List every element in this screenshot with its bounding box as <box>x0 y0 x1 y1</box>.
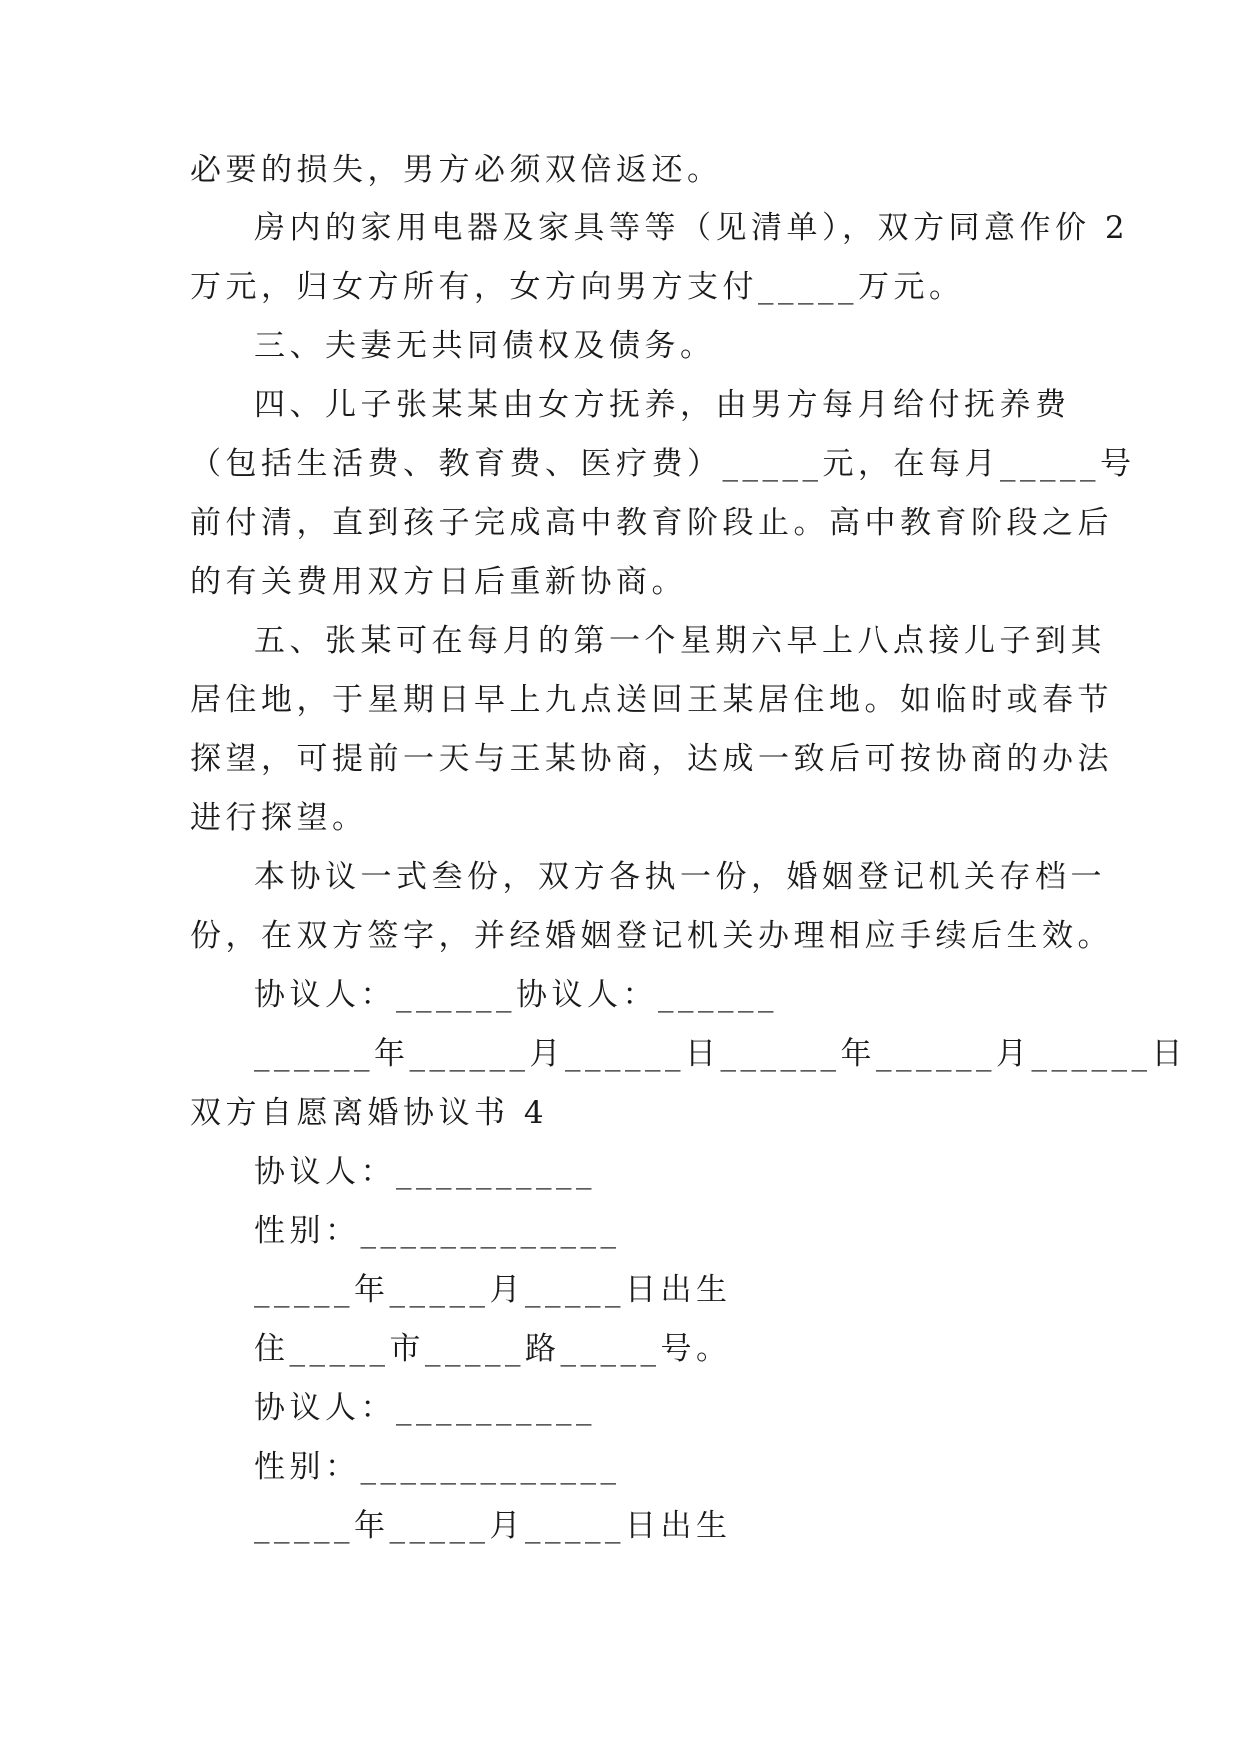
date-line: ______年______月______日______年______月______日 <box>254 1036 1187 1072</box>
signature-line: 协议人：______协议人：______ <box>254 977 778 1013</box>
text-line: 必要的损失，男方必须双倍返还。 <box>190 152 723 188</box>
birth-date-line: _____年_____月_____日出生 <box>254 1272 732 1308</box>
text-line: 四、儿子张某某由女方抚养，由男方每月给付抚养费 <box>254 387 1071 423</box>
text-line: 居住地，于星期日早上九点送回王某居住地。如临时或春节 <box>190 682 1113 718</box>
address-line: 住_____市_____路_____号。 <box>254 1331 732 1367</box>
section-title: 双方自愿离婚协议书 4 <box>190 1095 549 1131</box>
text-line: 份，在双方签字，并经婚姻登记机关办理相应手续后生效。 <box>190 918 1113 954</box>
text-line: 本协议一式叁份，双方各执一份，婚姻登记机关存档一 <box>254 859 1106 895</box>
text-line: 的有关费用双方日后重新协商。 <box>190 564 687 600</box>
text-line: 探望，可提前一天与王某协商，达成一致后可按协商的办法 <box>190 741 1113 777</box>
party-line: 协议人：__________ <box>254 1154 596 1190</box>
text-line: 五、张某可在每月的第一个星期六早上八点接儿子到其 <box>254 623 1106 659</box>
text-line: 万元，归女方所有，女方向男方支付_____万元。 <box>190 269 965 305</box>
text-line: 房内的家用电器及家具等等（见清单），双方同意作价 2 <box>254 210 1130 246</box>
gender-line: 性别：_____________ <box>254 1449 621 1485</box>
text-line: 三、夫妻无共同债权及债务。 <box>254 328 716 364</box>
birth-date-line: _____年_____月_____日出生 <box>254 1508 732 1544</box>
text-line: 前付清，直到孩子完成高中教育阶段止。高中教育阶段之后 <box>190 505 1113 541</box>
party-line: 协议人：__________ <box>254 1390 596 1426</box>
text-line: 进行探望。 <box>190 800 368 836</box>
gender-line: 性别：_____________ <box>254 1213 621 1249</box>
text-line: （包括生活费、教育费、医疗费）_____元，在每月_____号 <box>190 446 1136 482</box>
